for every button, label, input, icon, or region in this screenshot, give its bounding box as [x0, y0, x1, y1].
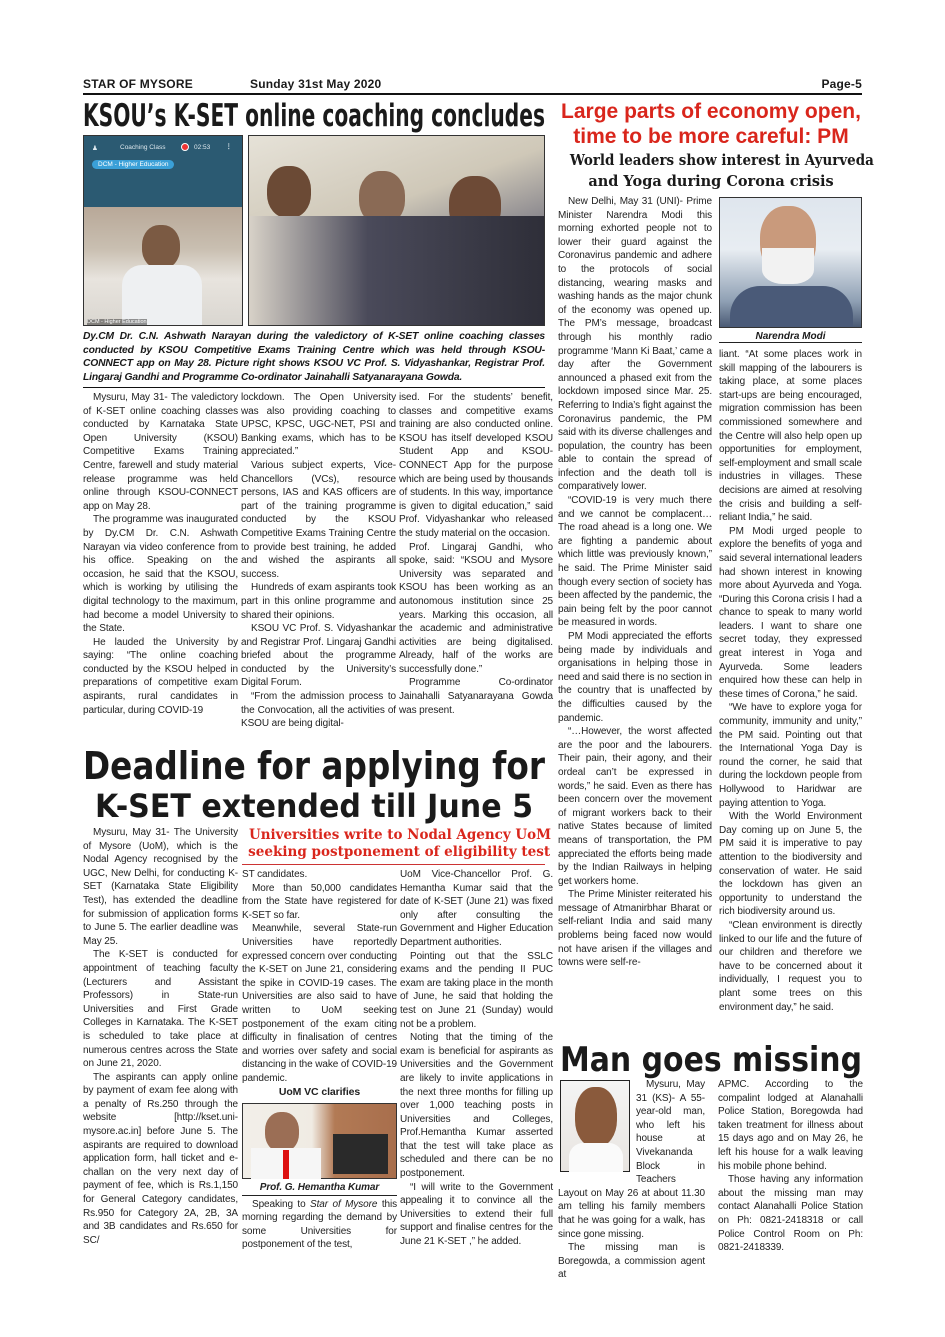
paragraph: UoM Vice-Chancellor Prof. G. Hemantha Kumar said that the date of K-SET (June 21) was fixed only after consulting the Government and Higher Education Department authorities.: [400, 869, 553, 948]
page-number: Page-5: [821, 77, 862, 91]
pm-headline-line1: Large parts of economy open,: [561, 100, 861, 123]
paragraph: lockdown. The Open University was also providing coaching to UPSC, KPSC, UGC-NET, PSI and Banking exams, which has to be appreciated.”: [241, 392, 396, 458]
header-rule: [83, 93, 862, 95]
vc-photo-caption: Prof. G. Hemantha Kumar: [242, 1181, 397, 1196]
missing-headline: Man goes missing: [560, 1040, 862, 1080]
kset-headline-line1: Deadline for applying for: [83, 744, 545, 788]
paragraph: ST candidates.: [242, 869, 308, 880]
kset-subhead-line2: seeking postponement of eligibility test: [248, 844, 551, 860]
pm-column-1: [558, 195, 712, 970]
kset-subhead-line1-row: [243, 827, 551, 844]
paragraph: “From the admission process to the Convocation, all the activities of KSOU are being digital-: [241, 691, 396, 730]
paragraph: Mysuru, May 31- The University of Mysore (UoM), which is the Nodal Agency recognised by the UGC, New Delhi, for conducting K-SET (Karnataka State Eligibility Test), has extended the deadline for submission of application forms to June 5. The earlier deadline was May 25.: [83, 827, 238, 947]
paragraph: The K-SET is conducted for appointment of teaching faculty (Lecturers and Assistant Professors) in State-run Universities and First Grade Colleges in Karnataka. The K-SET is scheduled to take place at numerous centres across the State on June 21, 2020.: [83, 949, 238, 1070]
paragraph: Mysuru, May 31 (KS)- A 55-year-old man, who left his house at Vivekananda Block in Teachers Layout on May 26 at about 11.30 am telling his family members that he was going for a walk, has since gone missing.: [558, 1079, 705, 1240]
video-label: DCM - Higher Education: [87, 319, 147, 325]
pm-subhead-line1: World leaders show interest in Ayurveda: [569, 152, 874, 169]
record-icon: [181, 143, 189, 151]
paragraph: The aspirants can apply online by payment of exam fee along with a penalty of Rs.250 through the website [http://kset.uni-mysore.ac.in] before June 5. The aspirants are required to download application form, hall ticket and e-challan on the very next day of payment of fee, which is Rs.1,150 for General Category candidates, Rs.950 for Category 2A, 2B, 3A and 3B candidates and Rs.650 for SC/: [83, 1071, 238, 1246]
subhead-rule: [242, 864, 545, 865]
paragraph: New Delhi, May 31 (UNI)- Prime Minister Narendra Modi this morning exhorted people not to lower their guard against the Coronavirus pandemic and adhere to the protocols of social distancing, wearing masks and washing hands as the major chunk of the economy was opened up. The PM’s message, broadcast through his monthly radio programme ‘Mann Ki Baat,’ came a day after the Government announced a phased exit from the lockdown imposed since Mar. 25. Referring to India’s fight against the Coronavirus pandemic, the PM said with its diverse challenges and population, the country has been able to contain the spread of infection and the death toll is comparatively lower.: [558, 196, 712, 493]
inner-heading: UoM VC clarifies: [278, 1085, 361, 1098]
kset-column-3: [400, 868, 553, 1249]
paragraph: Those having any information about the missing man may contact Alanahalli Police Station on Ph: 0821-2418318 or call Police Control Room on Ph: 0821-2418339.: [718, 1174, 863, 1254]
missing-man-photo: [560, 1080, 630, 1172]
paragraph: “…However, the worst affected are the poor and the labourers. Their pain, their agony, and their ordeal can’t be expressed in words,” he said. Even as there has been concern over the movement of migrant workers back to their native States because of limited means of transportation, the PM appreciated the efforts being made by the Indian Railways in helping get workers home.: [558, 726, 712, 887]
missing-column-1: [558, 1078, 705, 1282]
video-call-screenshot: [83, 135, 243, 326]
pm-column-2: [719, 348, 862, 1014]
ksou-column-1: [83, 391, 238, 717]
modi-photo: [719, 197, 862, 328]
paragraph: The missing man is Boregowda, a commission agent at: [558, 1242, 705, 1281]
pm-subhead-line2-row: [558, 171, 864, 192]
call-title: Coaching Class: [120, 144, 166, 151]
pm-headline-line2: time to be more careful: PM: [573, 125, 849, 148]
kset-column-2: [242, 868, 397, 1252]
caption-rule: [83, 387, 545, 388]
paper-name: STAR OF MYSORE: [83, 77, 193, 91]
call-timer: 02:53: [194, 144, 211, 151]
paragraph: “Clean environment is directly linked to our life and the future of our children and therefore we have to be concerned about it individually, I request you to plant some trees on this environment day,” he said.: [719, 919, 862, 1013]
paragraph: Noting that the timing of the exam is beneficial for aspirants as Universities and the Government are likely to invite applications in the next three months for filling up over 1,000 teaching posts in Universities and Colleges, Prof.Hemantha Kumar asserted that the test will take place as scheduled and there can be no postponement.: [400, 1032, 553, 1180]
vc-photo: [242, 1103, 397, 1179]
paragraph: “COVID-19 is very much there and we cannot be complacent… The road ahead is a long one. We are fighting a pandemic about which little was previously known,” he said. The Prime Minister said though every section of society has been affected by the pandemic, the pain being felt by the poor cannot be measured in words.: [558, 495, 712, 629]
paragraph: PM Modi urged people to explore the benefits of yoga and said several international leaders had shown interest in knowing more about Ayurveda and Yoga. “During this Corona crisis I had a chance to speak to many world leaders. I want to share one secret today, they expressed great interest in Yoga and Ayurveda. Some leaders enquired how these can help in these times of Corona,” he said.: [719, 525, 862, 700]
pm-subhead-line2: and Yoga during Corona crisis: [588, 173, 834, 190]
pm-headline-line2-row: [560, 124, 862, 149]
paragraph: “We have to explore yoga for community, immunity and unity,” the PM said. Pointing out that the International Yoga Day is round the corner, he said that during the lockdown people from Hollywood to Haridwar are paying attention to Yoga.: [719, 702, 862, 809]
more-icon: ⋮: [225, 143, 232, 150]
kset-subhead: [243, 827, 551, 861]
kset-headline-line1-box: [83, 744, 545, 788]
paragraph: Mysuru, May 31- The valedictory of K-SET online coaching classes conducted by Karnataka State Open University (KSOU) Competitive Exams Training Centre, farewell and study material release programme was held online through KSOU-CONNECT app on May 28.: [83, 392, 238, 512]
paragraph: [242, 1198, 397, 1252]
paragraph: With the World Environment Day coming up on June 5, the PM said it is imperative to pay attention to the biodiversity and conservation of water. He said the lockdown has given an opportunity to understand the rich biodiversity around us.: [719, 811, 862, 918]
paragraph: APMC. According to the compalint lodged at Alanahalli Police Station, Boregowda had taken treatment for illness about 15 days ago and on May 26, he left his house for a walk leaving his mobile phone behind.: [718, 1079, 863, 1172]
kset-headline-line2: K-SET extended till June 5: [95, 787, 533, 825]
kset-headline-line2-box: [95, 787, 533, 825]
paragraph: PM Modi appreciated the efforts being made by individuals and organisations in helping those in need and said there is no section in the country that is unaffected by the difficulties caused by the pandemic.: [558, 631, 712, 724]
paragraph: “I will write to the Government appealing it to convince all the Universities to extend their full support and finalise centres for the June 21 K-SET ,” he added.: [400, 1181, 553, 1248]
ksou-headline-box: [83, 98, 545, 134]
ksou-officials-photo: [248, 135, 545, 326]
newspaper-name: Star of Mysore: [310, 1198, 378, 1210]
paragraph: KSOU VC Prof. S. Vidyashankar and Registrar Prof. Lingaraj Gandhi briefed about the programme conducted by the University’s Digital Forum.: [241, 623, 396, 689]
paragraph: Pointing out that the SSLC exams and the pending II PUC exam are taking place in the month of June, he said that holding the test on June 21 (Sunday) would not be a problem.: [400, 950, 553, 1030]
paragraph: ised. For the students’ benefit, classes and competitive exams training are also conducted online. KSOU has itself developed KSOU Student App and KSOU-CONNECT App for the purpose which are being used by thousands of students. In this way, importance is given to digital education,” said Prof. Vidyashankar who released the study material on the occasion.: [399, 392, 553, 539]
paragraph: Programme Co-ordinator Jainahalli Satyanarayana Gowda was present.: [399, 677, 553, 716]
kset-column-1: [83, 826, 238, 1247]
pm-subhead: [558, 150, 874, 192]
paragraph: The Prime Minister reiterated his message of Atmanirbhar Bharat or self-reliant India and said many problems being faced now would not have arisen if the villages and towns were self-re-: [558, 889, 712, 969]
paragraph: liant. “At some places work in skill mapping of the labourers is taking place, at some places start-ups are being encouraged, migration commission has been commissioned somewhere and the Centre will also help open up opportunities for employment, self-employment and small scale industries in villages. These decisions are aimed at resolving the crisis and building a self-reliant India,” he said.: [719, 349, 862, 524]
ksou-photo-caption: Dy.CM Dr. C.N. Ashwath Narayan during the valedictory of K-SET online coaching classes conducted by KSOU Competitive Exams Training Centre which was held through KSOU-CONNECT app on May 28. Picture right shows KSOU VC Prof. S. Vidyashankar, Registrar Prof. Lingaraj Gandhi and Programme Co-ordinator Jainahalli Satyanarayana Gowda.: [83, 331, 545, 383]
paragraph: He lauded the University by saying: “The online coaching conducted by the KSOU helped in preparations of competitive exam aspirants, rural candidates in particular, during COVID-19: [83, 636, 238, 716]
paragraph: Hundreds of exam aspirants took part in this online programme and shared their opinions.: [241, 582, 396, 621]
pm-headline-line1-row: [560, 99, 862, 124]
pm-headline: [560, 99, 862, 149]
modi-photo-caption: Narendra Modi: [719, 331, 862, 343]
issue-date: Sunday 31st May 2020: [250, 77, 382, 91]
missing-headline-box: [560, 1040, 862, 1080]
paragraph: Prof. Lingaraj Gandhi, who spoke, said: “KSOU and Mysore University was separated and KSOU has been working as an autonomous institution since 25 years. Marking this occasion, all the academic and administrative activities are being digitalised. Already, half of the works are successfully done.”: [399, 541, 553, 675]
paragraph: Various subject experts, Vice-Chancellors (VCs), resource persons, IAS and KAS officers are part of the training programme conducted by the KSOU Competitive Exams Training Centre to provide best training, he added and wished the aspirants all success.: [241, 459, 396, 580]
paragraph: More than 50,000 candidates from the State have registered for K-SET so far.: [242, 882, 397, 921]
participants-icon: ♟: [92, 145, 98, 152]
pm-subhead-line1-row: [558, 150, 874, 171]
text: Speaking to: [252, 1198, 311, 1210]
ksou-column-2: [241, 391, 396, 731]
ksou-headline: KSOU’s K-SET online coaching concludes: [83, 98, 545, 134]
paragraph: The programme was inaugurated by Dy.CM Dr. C.N. Ashwath Narayan via video conference from his office. Speaking on the occasion, he said that the KSOU, which is working by utilising the digital technology to the maximum, had become a model University to the State.: [83, 514, 238, 635]
ksou-column-3: [399, 391, 553, 717]
kset-subhead-line1: Universities write to Nodal Agency UoM: [248, 827, 551, 843]
text: this morning regarding the demand by some Universities for postponement of the test,: [242, 1198, 397, 1251]
kset-subhead-line2-row: [243, 844, 551, 861]
speaker-chip: DCM - Higher Education: [92, 160, 174, 169]
missing-column-2: [718, 1078, 863, 1255]
paragraph: Meanwhile, several State-run Universities have reportedly expressed concern over conducting the K-SET on June 21, considering the spike in COVID-19 cases. The Universities are also said to have written to UoM seeking postponement of the exam citing difficulty in finalisation of centres and worries over safety and social distancing in the wake of COVID-19 pandemic.: [242, 923, 398, 1084]
